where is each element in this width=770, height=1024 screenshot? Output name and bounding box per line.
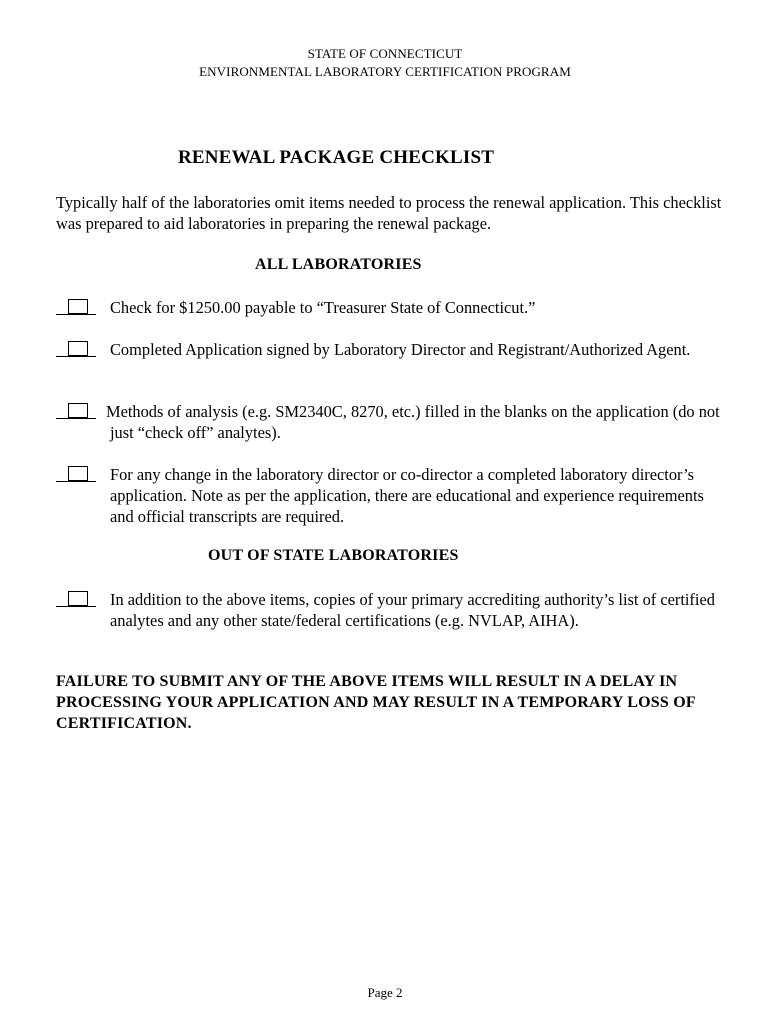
header-state: STATE OF CONNECTICUT (307, 46, 463, 61)
checklist-item-text: Check for $1250.00 payable to “Treasurer State of Connecticut.” (110, 298, 536, 317)
failure-warning: FAILURE TO SUBMIT ANY OF THE ABOVE ITEMS WILL RESULT IN A DELAY IN PROCESSING YOUR APPLICATION AND MAY RESULT IN A TEMPORARY LOSS OF CERTIFICATION. (56, 673, 696, 732)
page-title: RENEWAL PACKAGE CHECKLIST (178, 147, 495, 168)
checklist-item-text: Methods of analysis (e.g. SM2340C, 8270, etc.) filled in the blanks on the application (do not just “check off” analytes). (106, 402, 720, 442)
checkbox[interactable] (56, 403, 96, 419)
checkbox[interactable] (56, 341, 96, 357)
checkbox[interactable] (56, 466, 96, 482)
checklist-item-text: In addition to the above items, copies of your primary accrediting authority’s list of certified analytes and any other state/federal certifications (e.g. NVLAP, AIHA). (110, 590, 715, 630)
header-program: ENVIRONMENTAL LABORATORY CERTIFICATION PROGRAM (199, 64, 571, 79)
checklist-item-text: For any change in the laboratory director or co-director a completed laboratory director’s application. Note as per the application, there are educational and experience requirements and official transcripts are required. (110, 465, 704, 526)
intro-paragraph: Typically half of the laboratories omit items needed to process the renewal application. This checklist was prepared to aid laboratories in preparing the renewal package. (56, 193, 722, 233)
checklist-item-text: Completed Application signed by Laboratory Director and Registrant/Authorized Agent. (110, 340, 691, 359)
page-number: Page 2 (367, 985, 403, 1000)
section-heading-out-of-state: OUT OF STATE LABORATORIES (208, 547, 459, 564)
section-heading-all-laboratories: ALL LABORATORIES (255, 256, 422, 273)
checkbox[interactable] (56, 299, 96, 315)
checkbox[interactable] (56, 591, 96, 607)
